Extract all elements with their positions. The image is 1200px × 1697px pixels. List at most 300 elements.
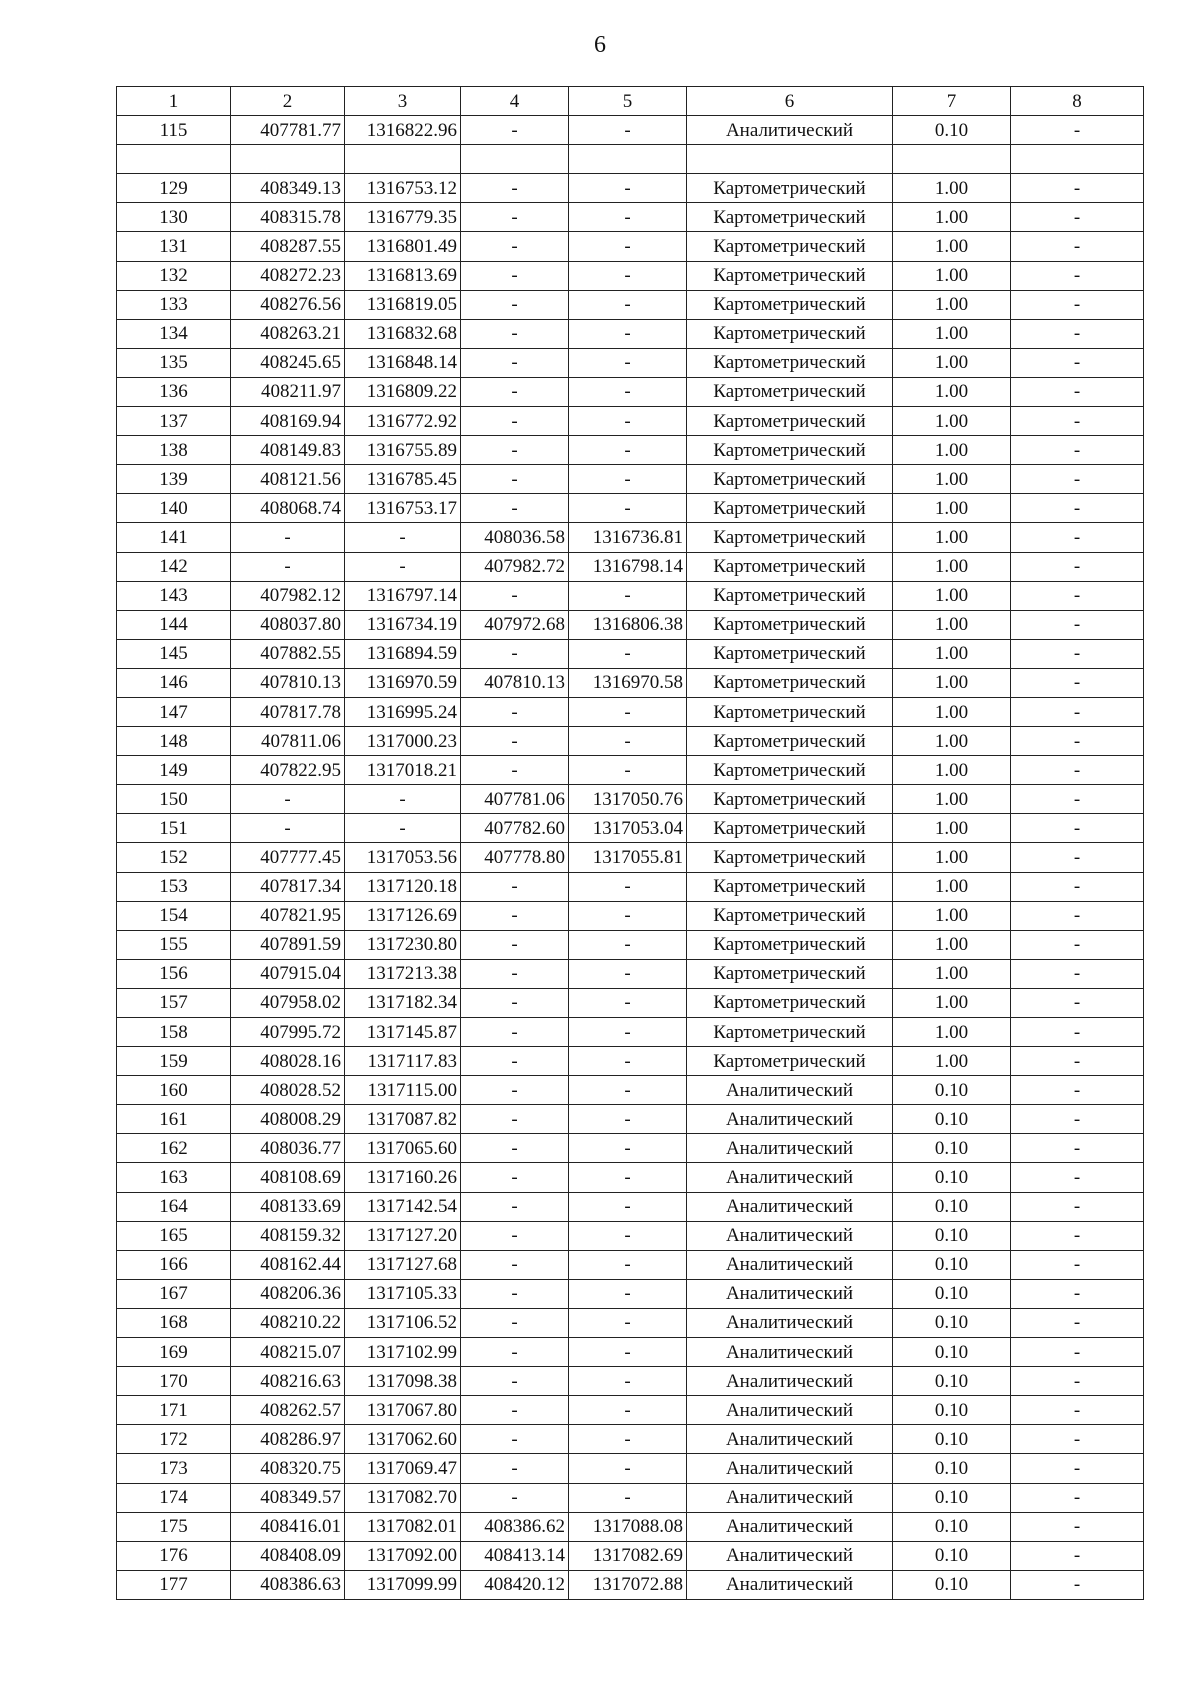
table-cell: 408133.69 [231,1192,345,1221]
table-cell: - [461,203,569,232]
table-row [117,1338,1144,1367]
table-row [117,174,1144,203]
table-cell: - [569,930,687,959]
table-cell: - [1011,872,1144,901]
table-cell: Картометрический [687,1047,893,1076]
table-cell: - [569,319,687,348]
table-row [117,581,1144,610]
table-cell: - [569,639,687,668]
table-cell: - [461,959,569,988]
table-cell: 407811.06 [231,727,345,756]
table-cell: 1.00 [893,581,1011,610]
table-cell: 149 [117,756,231,785]
table-cell: - [569,1076,687,1105]
table-cell: - [569,1134,687,1163]
table-cell: 1316772.92 [345,407,461,436]
table-cell: - [569,581,687,610]
table-cell: - [461,581,569,610]
table-cell: 1.00 [893,523,1011,552]
table-cell: - [1011,1192,1144,1221]
table-cell: 0.10 [893,1512,1011,1541]
table-cell: - [461,756,569,785]
table-cell: 1317050.76 [569,785,687,814]
table-cell: 176 [117,1541,231,1570]
table-cell: - [1011,1250,1144,1279]
table-cell: 0.10 [893,1076,1011,1105]
table-cell: 1.00 [893,1018,1011,1047]
table-cell: 147 [117,697,231,726]
column-header: 7 [893,87,1011,116]
table-cell: - [1011,174,1144,203]
table-cell: 408169.94 [231,407,345,436]
table-cell [687,145,893,174]
table-cell: 1.00 [893,988,1011,1017]
table-cell: - [345,785,461,814]
table-cell: 145 [117,639,231,668]
table-cell: - [461,348,569,377]
table-cell: 408245.65 [231,348,345,377]
table-cell: - [1011,465,1144,494]
table-row [117,843,1144,872]
table-cell: 408028.16 [231,1047,345,1076]
table-cell: 172 [117,1425,231,1454]
table-cell: 1316970.59 [345,668,461,697]
table-cell: Картометрический [687,581,893,610]
table-row [117,1105,1144,1134]
table-cell: 1316806.38 [569,610,687,639]
table-row [117,1570,1144,1599]
table-cell: - [461,1367,569,1396]
table-row [117,1018,1144,1047]
table-cell [461,145,569,174]
table-cell: 408413.14 [461,1541,569,1570]
table-cell: 143 [117,581,231,610]
table-cell: 0.10 [893,1308,1011,1337]
table-cell: Аналитический [687,1483,893,1512]
table-row [117,552,1144,581]
table-row [117,1425,1144,1454]
table-cell: 407982.72 [461,552,569,581]
table-cell: - [569,1163,687,1192]
table-cell: 1316753.17 [345,494,461,523]
table-cell: 1.00 [893,727,1011,756]
table-cell [1011,145,1144,174]
table-cell: - [1011,959,1144,988]
table-cell: - [569,116,687,145]
table-cell: - [1011,407,1144,436]
table-cell: 1316734.19 [345,610,461,639]
table-cell: Картометрический [687,901,893,930]
table-cell: - [1011,1308,1144,1337]
table-cell: - [1011,785,1144,814]
table-cell: - [1011,552,1144,581]
table-cell: - [345,523,461,552]
table-row [117,668,1144,697]
table-cell: 1316798.14 [569,552,687,581]
table-cell: 408408.09 [231,1541,345,1570]
table-cell: 408262.57 [231,1396,345,1425]
table-cell: 407781.77 [231,116,345,145]
table-cell: 0.10 [893,1134,1011,1163]
table-cell: 0.10 [893,1163,1011,1192]
table-cell: - [461,930,569,959]
table-cell: - [1011,1338,1144,1367]
table-cell: - [1011,988,1144,1017]
table-cell: Аналитический [687,1308,893,1337]
table-cell: 1317142.54 [345,1192,461,1221]
table-cell: - [569,377,687,406]
table-cell: 1317230.80 [345,930,461,959]
table-cell: 158 [117,1018,231,1047]
table-cell: 408315.78 [231,203,345,232]
table-cell: 164 [117,1192,231,1221]
table-cell: - [1011,290,1144,319]
table-cell: 1316797.14 [345,581,461,610]
table-cell: Картометрический [687,988,893,1017]
table-cell: 1.00 [893,174,1011,203]
table-cell: 1317053.56 [345,843,461,872]
table-cell: - [231,785,345,814]
table-row [117,1512,1144,1541]
table-cell: 408416.01 [231,1512,345,1541]
table-cell: 1316813.69 [345,261,461,290]
table-cell: 155 [117,930,231,959]
table-cell: - [569,1338,687,1367]
table-cell: - [461,1163,569,1192]
column-header: 1 [117,87,231,116]
table-cell: 407810.13 [461,668,569,697]
coordinates-table [116,86,1144,1600]
table-cell: - [569,1425,687,1454]
table-cell: - [1011,1105,1144,1134]
table-cell: 156 [117,959,231,988]
table-cell: 407821.95 [231,901,345,930]
table-cell: - [569,465,687,494]
table-cell: Аналитический [687,1454,893,1483]
table-cell: 1.00 [893,319,1011,348]
table-cell: 174 [117,1483,231,1512]
table-cell: - [461,639,569,668]
table-cell: 1.00 [893,668,1011,697]
table-cell: 1317088.08 [569,1512,687,1541]
table-row [117,988,1144,1017]
table-cell: Аналитический [687,1192,893,1221]
table-cell: - [1011,203,1144,232]
table-cell: 0.10 [893,1541,1011,1570]
table-cell: - [1011,901,1144,930]
table-cell: - [569,407,687,436]
table-row [117,1367,1144,1396]
table-cell: - [461,116,569,145]
table-row [117,1047,1144,1076]
table-row [117,494,1144,523]
table-cell: 157 [117,988,231,1017]
table-cell: 407778.80 [461,843,569,872]
table-cell: 408216.63 [231,1367,345,1396]
table-cell: - [461,494,569,523]
column-header: 4 [461,87,569,116]
table-cell: - [569,174,687,203]
table-cell: - [461,1454,569,1483]
table-cell: 1316894.59 [345,639,461,668]
table-row [117,930,1144,959]
table-cell: 0.10 [893,1279,1011,1308]
table-cell: 163 [117,1163,231,1192]
table-cell: 1.00 [893,901,1011,930]
table-cell: 0.10 [893,1192,1011,1221]
table-cell: 175 [117,1512,231,1541]
table-cell: 1317182.34 [345,988,461,1017]
table-cell: - [1011,232,1144,261]
table-cell: Картометрический [687,261,893,290]
table-cell: 146 [117,668,231,697]
table-cell: 1316755.89 [345,436,461,465]
table-cell: 407982.12 [231,581,345,610]
table-cell: - [1011,814,1144,843]
table-row [117,1454,1144,1483]
table-cell: - [1011,1425,1144,1454]
table-cell: - [1011,1483,1144,1512]
table-cell: - [461,872,569,901]
table-cell: - [1011,1454,1144,1483]
table-cell: 1317067.80 [345,1396,461,1425]
table-cell: 1316995.24 [345,697,461,726]
table-cell: - [231,814,345,843]
table-cell: 1.00 [893,610,1011,639]
table-cell: 138 [117,436,231,465]
column-header: 3 [345,87,461,116]
table-row [117,348,1144,377]
table-cell: 408162.44 [231,1250,345,1279]
table-cell: Аналитический [687,1570,893,1599]
table-cell: - [345,552,461,581]
table-cell: 1317126.69 [345,901,461,930]
table-row [117,407,1144,436]
table-cell: Аналитический [687,1541,893,1570]
table-cell: - [1011,494,1144,523]
table-cell: Картометрический [687,668,893,697]
table-cell: - [569,1192,687,1221]
table-cell: 408121.56 [231,465,345,494]
table-cell: Картометрический [687,552,893,581]
table-row [117,756,1144,785]
table-cell: 1.00 [893,697,1011,726]
table-cell: 1.00 [893,1047,1011,1076]
table-cell: - [1011,1541,1144,1570]
table-cell: - [461,727,569,756]
table-cell: - [461,1134,569,1163]
table-cell: 408036.77 [231,1134,345,1163]
table-cell: - [569,1047,687,1076]
table-cell: 407781.06 [461,785,569,814]
table-cell: 132 [117,261,231,290]
table-cell: - [1011,319,1144,348]
table-cell: 407958.02 [231,988,345,1017]
table-row [117,1221,1144,1250]
table-cell: 408159.32 [231,1221,345,1250]
table-cell: 166 [117,1250,231,1279]
table-row [117,523,1144,552]
table-cell: 1317120.18 [345,872,461,901]
table-cell: Картометрический [687,843,893,872]
table-cell: - [461,232,569,261]
table-cell: 150 [117,785,231,814]
table-cell: 1317099.99 [345,1570,461,1599]
table-cell: - [1011,843,1144,872]
table-cell: 165 [117,1221,231,1250]
table-cell: 1317115.00 [345,1076,461,1105]
table-cell: - [1011,639,1144,668]
table-cell: 408215.07 [231,1338,345,1367]
table-cell: - [569,727,687,756]
table-cell: - [1011,1367,1144,1396]
table-cell: - [569,959,687,988]
table-cell: 408263.21 [231,319,345,348]
table-cell: - [461,377,569,406]
table-cell: 1.00 [893,872,1011,901]
table-cell: - [569,697,687,726]
table-cell: 407817.34 [231,872,345,901]
table-cell: 1.00 [893,930,1011,959]
table-cell: 161 [117,1105,231,1134]
table-row [117,959,1144,988]
table-cell: 129 [117,174,231,203]
table-cell: - [461,1250,569,1279]
table-cell: 1316832.68 [345,319,461,348]
table-row [117,872,1144,901]
table-cell: - [569,494,687,523]
table-row [117,727,1144,756]
table-cell: - [1011,1047,1144,1076]
table-cell: 1317098.38 [345,1367,461,1396]
table-cell: 152 [117,843,231,872]
table-cell: Картометрический [687,610,893,639]
table-cell: - [569,1018,687,1047]
table-cell: 1.00 [893,494,1011,523]
table-cell: 142 [117,552,231,581]
table-row [117,232,1144,261]
table-row [117,1076,1144,1105]
table-cell: - [569,872,687,901]
table-cell: Картометрический [687,697,893,726]
table-cell: - [569,1221,687,1250]
table-cell: - [569,1483,687,1512]
table-cell: 1316822.96 [345,116,461,145]
table-cell: 1.00 [893,407,1011,436]
table-cell: 137 [117,407,231,436]
table-cell: 133 [117,290,231,319]
table-row [117,610,1144,639]
table-cell: 1317127.68 [345,1250,461,1279]
table-cell: 408349.57 [231,1483,345,1512]
table-cell: 1317145.87 [345,1018,461,1047]
table-cell: 407822.95 [231,756,345,785]
table-cell: 1317102.99 [345,1338,461,1367]
table-cell: 1316753.12 [345,174,461,203]
table-cell: Аналитический [687,1367,893,1396]
table-cell: - [569,348,687,377]
table-cell: - [1011,1512,1144,1541]
table-cell: - [461,1221,569,1250]
table-cell: 0.10 [893,1221,1011,1250]
table-cell: Аналитический [687,1134,893,1163]
column-header: 5 [569,87,687,116]
table-cell: - [345,814,461,843]
table-row [117,1250,1144,1279]
table-cell: 407810.13 [231,668,345,697]
table-body [117,116,1144,1600]
table-cell: 408386.63 [231,1570,345,1599]
table-cell: 1316785.45 [345,465,461,494]
table-row [117,436,1144,465]
table-cell: - [461,1483,569,1512]
table-cell: 1.00 [893,290,1011,319]
table-cell: 0.10 [893,1483,1011,1512]
table-cell: - [461,988,569,1017]
table-cell: 1316779.35 [345,203,461,232]
table-row [117,145,1144,174]
table-cell: - [461,901,569,930]
table-cell: 139 [117,465,231,494]
table-cell: - [1011,610,1144,639]
page-number: 6 [594,32,606,58]
table-cell: 407972.68 [461,610,569,639]
table-row [117,639,1144,668]
table-cell: 408386.62 [461,1512,569,1541]
table-cell [569,145,687,174]
table-cell: Аналитический [687,1250,893,1279]
table-cell: 408210.22 [231,1308,345,1337]
table-cell: - [1011,756,1144,785]
table-cell: Картометрический [687,814,893,843]
table-cell: 151 [117,814,231,843]
table-cell: - [461,465,569,494]
table-cell: - [569,203,687,232]
table-cell: 169 [117,1338,231,1367]
table-cell: - [461,436,569,465]
table-cell: - [461,319,569,348]
table-cell: 1317105.33 [345,1279,461,1308]
table-cell: - [569,901,687,930]
table-cell: - [461,1425,569,1454]
table-cell: 1317087.82 [345,1105,461,1134]
table-cell: 1317053.04 [569,814,687,843]
table-cell: Аналитический [687,116,893,145]
table-cell: 0.10 [893,1570,1011,1599]
table-row [117,785,1144,814]
table-cell: 408286.97 [231,1425,345,1454]
table-cell: 1317213.38 [345,959,461,988]
table-cell: - [461,1192,569,1221]
table-cell: 408287.55 [231,232,345,261]
table-row [117,377,1144,406]
table-cell: 0.10 [893,1425,1011,1454]
table-cell: 1317092.00 [345,1541,461,1570]
table-cell: 407915.04 [231,959,345,988]
table-cell: 177 [117,1570,231,1599]
table-cell: - [569,756,687,785]
table-cell: 1316809.22 [345,377,461,406]
table-cell: Картометрический [687,930,893,959]
table-cell: - [569,1454,687,1483]
table-cell: 1.00 [893,959,1011,988]
table-cell: - [569,1279,687,1308]
table-cell: 1316848.14 [345,348,461,377]
table-cell: 1.00 [893,232,1011,261]
table-cell: 408206.36 [231,1279,345,1308]
column-header: 6 [687,87,893,116]
table-cell: 148 [117,727,231,756]
